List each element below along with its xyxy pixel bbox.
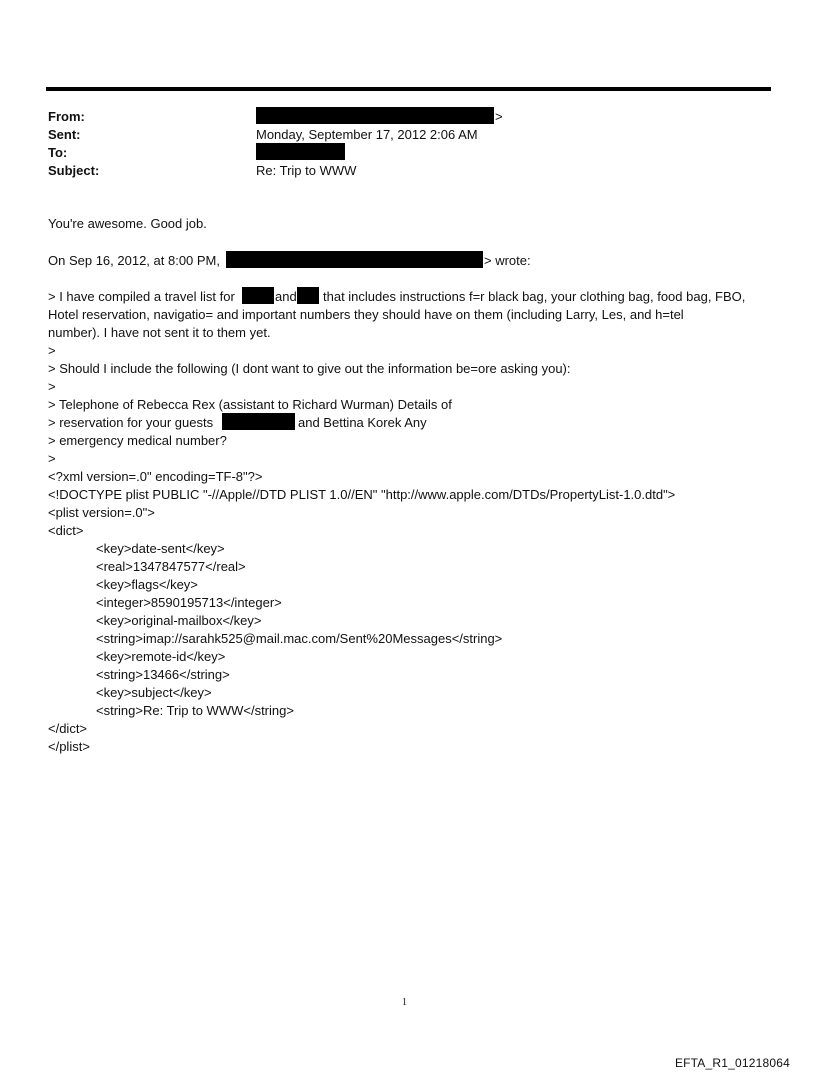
redaction-quote-sender <box>226 251 483 268</box>
quote-line-4: > <box>48 343 56 358</box>
plist-key-date-sent: <key>date-sent</key> <box>96 541 225 556</box>
plist-key-subject: <key>subject</key> <box>96 685 212 700</box>
redaction-guest <box>222 413 295 430</box>
quote-line-1c: that includes instructions f=r black bag, your clothing bag, food bag, FBO, <box>323 289 746 304</box>
from-label: From: <box>48 109 85 124</box>
quote-line-9: > emergency medical number? <box>48 433 227 448</box>
page-number: 1 <box>402 997 407 1008</box>
quote-intro-prefix: On Sep 16, 2012, at 8:00 PM, <box>48 253 221 268</box>
plist-close: </plist> <box>48 739 90 754</box>
plist-dict-close: </dict> <box>48 721 88 736</box>
redaction-to <box>256 143 345 160</box>
plist-real-value: <real>1347847577</real> <box>96 559 246 574</box>
plist-xml-decl: <?xml version=.0" encoding=TF-8"?> <box>48 469 263 484</box>
sent-value: Monday, September 17, 2012 2:06 AM <box>256 127 478 142</box>
plist-open: <plist version=.0"> <box>48 505 155 520</box>
plist-key-flags: <key>flags</key> <box>96 577 198 592</box>
redaction-name-2 <box>297 287 319 304</box>
quote-line-5: > Should I include the following (I dont want to give out the information be=ore asking you): <box>48 361 571 376</box>
quote-line-7: > Telephone of Rebecca Rex (assistant to Richard Wurman) Details of <box>48 397 452 412</box>
header-rule <box>46 87 771 91</box>
quote-line-8b: and Bettina Korek Any <box>298 415 427 430</box>
plist-remote-id-value: <string>13466</string> <box>96 667 230 682</box>
subject-label: Subject: <box>48 163 100 178</box>
plist-dict-open: <dict> <box>48 523 84 538</box>
quote-line-6: > <box>48 379 56 394</box>
plist-integer-value: <integer>8590195713</integer> <box>96 595 282 610</box>
plist-key-original-mailbox: <key>original-mailbox</key> <box>96 613 262 628</box>
sent-label: Sent: <box>48 127 81 142</box>
quote-line-10: > <box>48 451 56 466</box>
quote-line-8a: > reservation for your guests <box>48 415 214 430</box>
redaction-from <box>256 107 494 124</box>
bates-number: EFTA_R1_01218064 <box>674 1056 790 1070</box>
plist-mailbox-value: <string>imap://sarahk525@mail.mac.com/Sent%20Messages</string> <box>96 631 503 646</box>
plist-doctype: <!DOCTYPE plist PUBLIC "-//Apple//DTD PLIST 1.0//EN" "http://www.apple.com/DTDs/PropertyList-1.0.dtd"> <box>48 487 676 502</box>
quote-line-2: Hotel reservation, navigatio= and important numbers they should have on them (including Larry, Les, and h=tel <box>48 307 684 322</box>
to-label: To: <box>48 145 68 160</box>
quote-line-1b: and <box>275 289 297 304</box>
reply-text: You're awesome. Good job. <box>48 216 207 231</box>
plist-subject-value: <string>Re: Trip to WWW</string> <box>96 703 294 718</box>
plist-key-remote-id: <key>remote-id</key> <box>96 649 226 664</box>
quote-intro-suffix: > wrote: <box>484 253 531 268</box>
from-suffix: > <box>495 109 503 124</box>
subject-value: Re: Trip to WWW <box>256 163 357 178</box>
redaction-name-1 <box>242 287 274 304</box>
quote-line-3: number). I have not sent it to them yet. <box>48 325 271 340</box>
quote-line-1a: > I have compiled a travel list for <box>48 289 235 304</box>
